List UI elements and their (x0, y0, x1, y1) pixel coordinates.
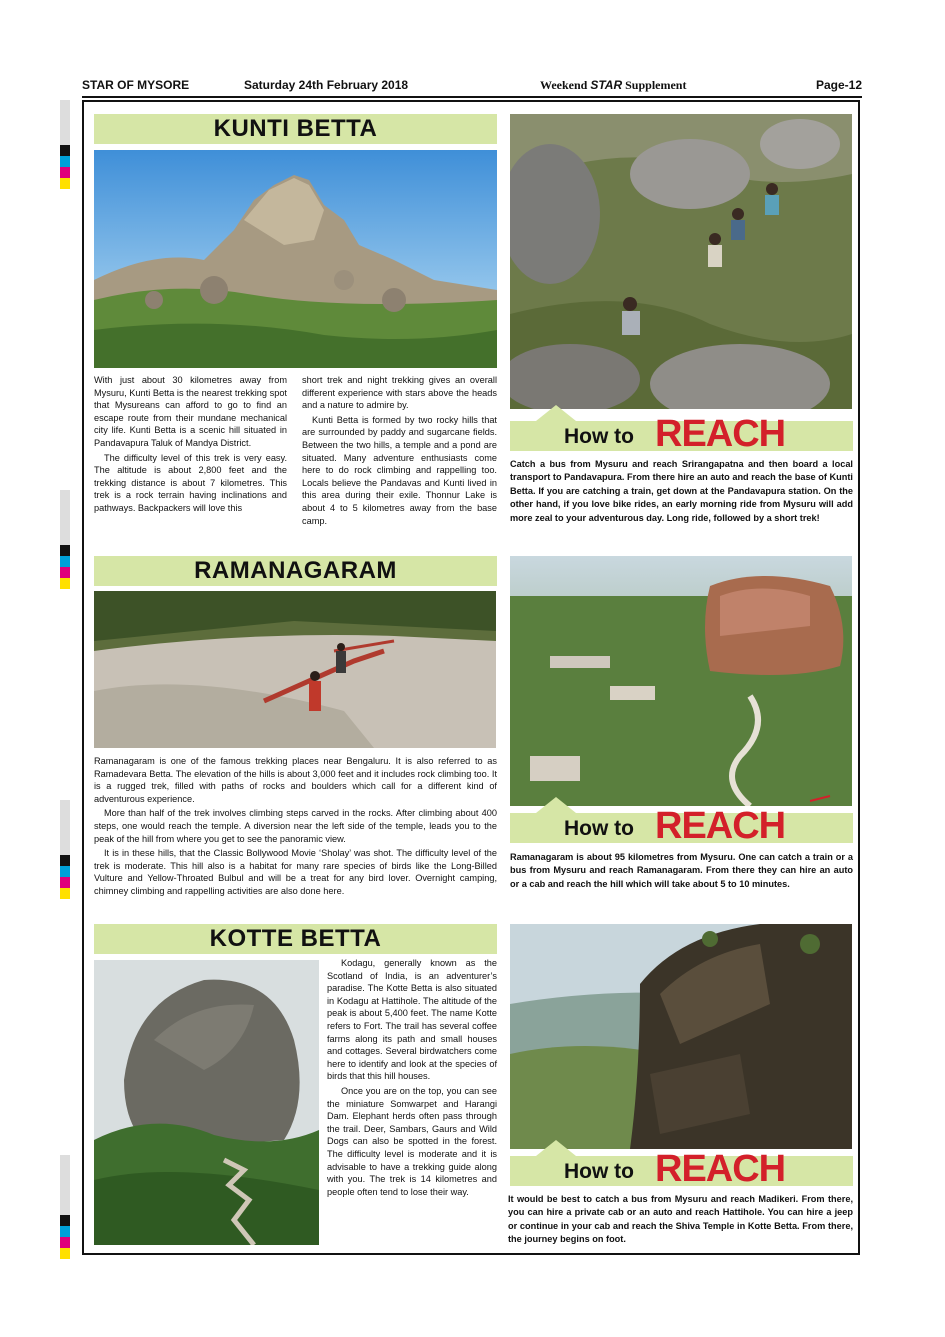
banner-pointer (536, 405, 576, 421)
ramanagaram-aerial-photo (510, 556, 852, 806)
paragraph: It is in these hills, that the Classic Bollywood Movie ‘Sholay’ was shot. The difficulty level of the trek is moderate. This hill also is a habitat for many rare species of birds like the Long-Billed Vulture and Yellow-Throated Bulbul and will be a treat for any bird lover. Overnight camping, chimney climbing and rappelling activities are also done here. (94, 848, 497, 896)
reach-word: REACH (655, 413, 786, 455)
banner-pointer (536, 797, 576, 813)
kunti-text-col1 (94, 374, 287, 517)
ramanagaram-how-to-reach-banner (510, 805, 853, 847)
how-to-label: How to (564, 817, 634, 840)
kotte-betta-rock-photo (94, 960, 319, 1245)
supplement-name: Weekend STAR Supplement (540, 78, 687, 92)
registration-color-bar (60, 100, 70, 189)
registration-color-bar (60, 1155, 70, 1259)
issue-date: Saturday 24th February 2018 (244, 78, 409, 92)
registration-color-bar (60, 800, 70, 899)
paragraph: The difficulty level of this trek is very easy. The altitude is about 2,800 feet and the trekking distance is about 7 kilometres. This trek is a rock terrain having inclinations and pathways. Backpackers will love this (94, 452, 287, 513)
paper-name: STAR OF MYSORE (82, 78, 190, 92)
kunti-betta-photo (94, 150, 497, 368)
kotte-reach-text: It would be best to catch a bus from Mysuru and reach Madikeri. From there, you can hire a private cab or an auto and reach Hattihole. You can hire a jeep or continue in your cab and reach the Shiva Temple in Kotte Betta. From there, the journey begins on foot. (508, 1194, 853, 1245)
registration-color-bar (60, 490, 70, 589)
paragraph: Kunti Betta is formed by two rocky hills that are surrounded by paddy and sugarcane fields. Between the two hills, a temple and a pond are situated. Many adventure enthusiasts come here to do rock climbing and rappelling too. Locals believe the Pandavas and Kunti lived in this area during their exile. Thonnur Lake is about 4 to 5 kilometres away from the base camp. (302, 414, 497, 526)
ramanagaram-reach-text: Ramanagaram is about 95 kilometres from Mysuru. One can catch a train or a bus from Mysuru and reach Ramanagaram. From there they can hire an auto or a cab and reach the hill which will take about 5 to 10 minutes. (510, 852, 853, 889)
kunti-trekkers-photo (510, 114, 852, 409)
paragraph: short trek and night trekking gives an overall different experience with stars above the heads and a nature to admire by. (302, 375, 497, 411)
kunti-text-col2 (302, 374, 497, 529)
paragraph: With just about 30 kilometres away from Mysuru, Kunti Betta is the nearest trekking spot that Mysureans can afford to go to find an escape route from their mundane mechanical city life. Kunti Betta is a scenic hill situated in Pandavapura Taluk of Mandya District. (94, 375, 287, 448)
reach-word: REACH (655, 1148, 786, 1190)
paragraph: More than half of the trek involves climbing steps carved in the rocks. After climbing about 400 steps, one would reach the temple. A diversion near the left side of the temple, leads you to the peak of the hill from where you get to see the panoramic view. (94, 808, 497, 844)
ramanagaram-steps-photo (94, 591, 496, 748)
kunti-betta-title: KUNTI BETTA (94, 114, 497, 144)
masthead (82, 78, 862, 94)
page-number: Page-12 (815, 78, 862, 92)
kotte-text (327, 957, 497, 1200)
banner-pointer (536, 1140, 576, 1156)
paragraph: Kodagu, generally known as the Scotland of India, is an adventurer’s paradise. The Kotte Betta is also situated in Kodagu at Hattihole. The altitude of the peak is about 5,400 feet. The name Kotte refers to Fort. The trail has several coffee farms along its path and small houses and cottages. Several birdwatchers come here to identify and look at the species of birds that this hill houses. (327, 958, 497, 1082)
kotte-how-to-reach-banner (510, 1148, 853, 1190)
ramanagaram-title: RAMANAGARAM (94, 556, 497, 586)
masthead-rule (82, 96, 862, 98)
kunti-how-to-reach-banner (510, 413, 853, 455)
how-to-label: How to (564, 1160, 634, 1183)
ramanagaram-text (94, 755, 497, 900)
kotte-betta-cliff-photo (510, 924, 852, 1149)
kunti-reach-text: Catch a bus from Mysuru and reach Srirangapatna and then board a local transport to Pandavapura. From there hire an auto and reach the base of Kunti Betta. If you are catching a train, get down at the Pandavapura station. On the other hand, if you love bike rides, an early morning ride from Mysuru will add more zeal to your adventurous day. Long ride, followed by a short trek! (510, 459, 853, 523)
kotte-betta-title: KOTTE BETTA (94, 924, 497, 954)
paragraph: Once you are on the top, you can see the miniature Somwarpet and Harangi Dam. Elephant herds often pass through the trail. Deer, Sambars, Gaurs and Wild Dogs can also be spotted in the forest. The difficulty level is moderate and it is advisable to have a trekking guide along with you. The trek is 14 kilometres and people often tend to lose their way. (327, 1085, 497, 1197)
reach-word: REACH (655, 805, 786, 847)
how-to-label: How to (564, 425, 634, 448)
paragraph: Ramanagaram is one of the famous trekking places near Bengaluru. It is also referred to as Ramadevara Betta. The elevation of the hills is about 3,000 feet and it includes rock climbing too. It is a rugged trek, filled with paths of rocks and boulders which call for a different kind of adventurous experience. (94, 756, 497, 804)
